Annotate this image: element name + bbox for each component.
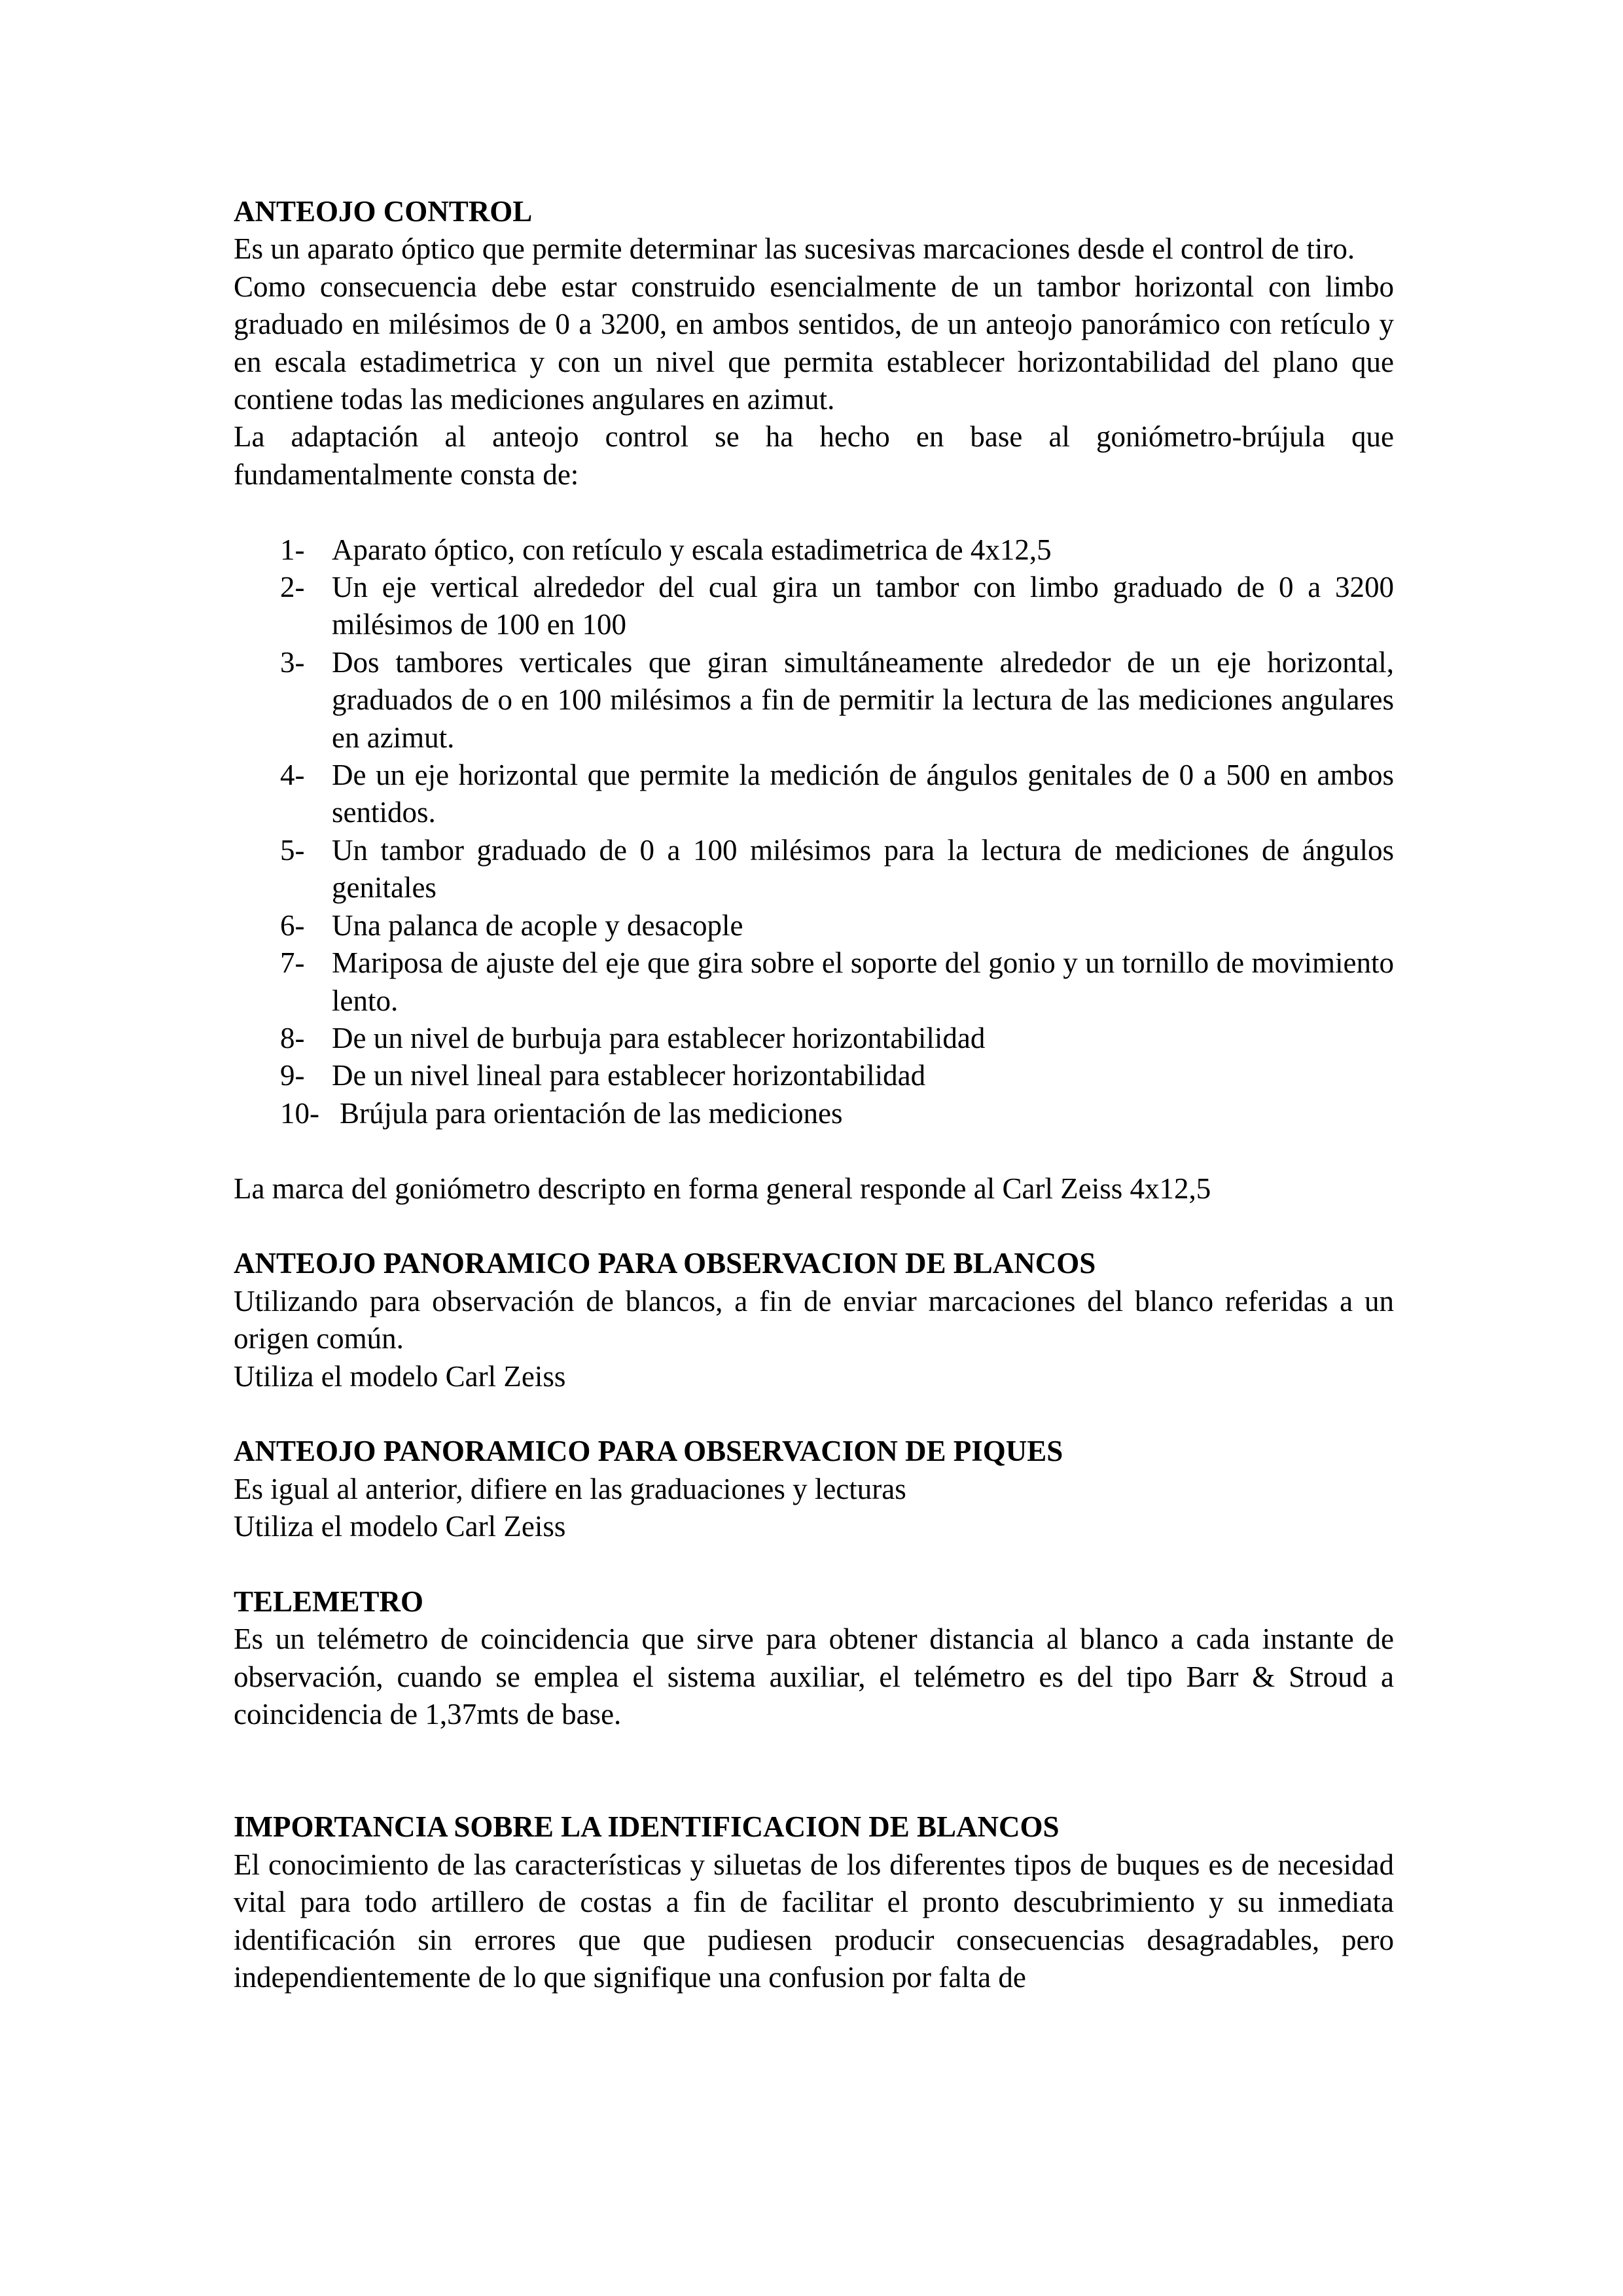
list-item-number: 2-: [280, 571, 305, 604]
list-item: [234, 944, 1394, 1020]
section-heading-observacion-blancos: ANTEOJO PANORAMICO PARA OBSERVACION DE BLANCOS: [234, 1247, 1096, 1280]
paragraph: Es un aparato óptico que permite determinar las sucesivas marcaciones desde el control de tiro.: [234, 232, 1355, 266]
section-heading-telemetro: TELEMETRO: [234, 1585, 424, 1618]
list-item-text: Un eje vertical alrededor del cual gira un tambor con limbo graduado de 0 a 3200 milésimos de 100 en 100: [332, 571, 1394, 641]
blank-line: [234, 1395, 1394, 1433]
list-item: [234, 531, 1394, 569]
numbered-list: [234, 531, 1394, 1133]
paragraph: Utilizando para observación de blancos, a fin de enviar marcaciones del blanco referidas a un origen común.: [234, 1284, 1394, 1355]
list-item: [234, 907, 1394, 944]
list-item-number: 3-: [280, 645, 305, 679]
list-item-text: Mariposa de ajuste del eje que gira sobre el soporte del gonio y un tornillo de movimiento lento.: [332, 946, 1394, 1017]
list-item: [234, 1095, 1394, 1132]
paragraph: La adaptación al anteojo control se ha hecho en base al goniómetro-brújula que fundamentalmente consta de:: [234, 420, 1394, 491]
list-item: [234, 644, 1394, 757]
document-page: [234, 193, 1394, 1996]
list-item-number: 8-: [280, 1021, 305, 1054]
list-item-number: 7-: [280, 946, 305, 980]
paragraph: Es un telémetro de coincidencia que sirve para obtener distancia al blanco a cada instante de observación, cuando se emplea el sistema auxiliar, el telémetro es del tipo Barr & Stroud a coincidencia de 1,37mts de base.: [234, 1623, 1394, 1731]
paragraph: Utiliza el modelo Carl Zeiss: [234, 1359, 566, 1393]
paragraph: Utiliza el modelo Carl Zeiss: [234, 1510, 566, 1543]
list-item-text: Aparato óptico, con retículo y escala estadimetrica de 4x12,5: [332, 533, 1052, 566]
list-item-number: 4-: [280, 759, 305, 792]
list-item-text: De un eje horizontal que permite la medición de ángulos genitales de 0 a 500 en ambos sentidos.: [332, 759, 1394, 829]
list-item-number: 1-: [280, 533, 305, 566]
blank-line: [234, 1734, 1394, 1771]
list-item-text: Brújula para orientación de las mediciones: [340, 1096, 843, 1130]
section-heading-observacion-piques: ANTEOJO PANORAMICO PARA OBSERVACION DE PIQUES: [234, 1435, 1063, 1468]
blank-line: [234, 1546, 1394, 1583]
blank-line: [234, 1771, 1394, 1808]
section-heading-identificacion-blancos: IMPORTANCIA SOBRE LA IDENTIFICACION DE BLANCOS: [234, 1810, 1060, 1844]
paragraph: Como consecuencia debe estar construido esencialmente de un tambor horizontal con limbo graduado en milésimos de 0 a 3200, en ambos sentidos, de un anteojo panorámico con retículo y en escala estadimetrica y con un nivel que permita establecer horizontabilidad del plano que contiene todas las mediciones angulares en azimut.: [234, 270, 1394, 416]
list-item-text: Una palanca de acople y desacople: [332, 908, 743, 942]
list-item: [234, 569, 1394, 644]
blank-line: [234, 1208, 1394, 1245]
list-item-number: 9-: [280, 1059, 305, 1092]
list-item-text: De un nivel de burbuja para establecer horizontabilidad: [332, 1021, 986, 1054]
list-item: [234, 1020, 1394, 1057]
list-item-number: 6-: [280, 908, 305, 942]
list-item-text: Dos tambores verticales que giran simultáneamente alrededor de un eje horizontal, graduados de o en 100 milésimos a fin de permitir la lectura de las mediciones angulares en azimut.: [332, 645, 1394, 754]
paragraph: El conocimiento de las características y siluetas de los diferentes tipos de buques es de necesidad vital para todo artillero de costas a fin de facilitar el pronto descubrimiento y su inmediata identificación sin errores que que pudiesen producir consecuencias desagradables, pero independientemente de lo que signifique una confusion por falta de: [234, 1848, 1394, 1994]
blank-line: [234, 493, 1394, 531]
list-item: [234, 757, 1394, 832]
paragraph: La marca del goniómetro descripto en forma general responde al Carl Zeiss 4x12,5: [234, 1172, 1211, 1205]
list-item-number: 5-: [280, 833, 305, 867]
list-item-text: De un nivel lineal para establecer horizontabilidad: [332, 1059, 926, 1092]
list-item: [234, 832, 1394, 907]
list-item: [234, 1057, 1394, 1094]
blank-line: [234, 1132, 1394, 1170]
paragraph: Es igual al anterior, difiere en las graduaciones y lecturas: [234, 1472, 906, 1505]
list-item-text: Un tambor graduado de 0 a 100 milésimos para la lectura de mediciones de ángulos genitales: [332, 833, 1394, 905]
section-heading-anteojo-control: ANTEOJO CONTROL: [234, 195, 533, 228]
list-item-number: 10-: [280, 1096, 319, 1130]
